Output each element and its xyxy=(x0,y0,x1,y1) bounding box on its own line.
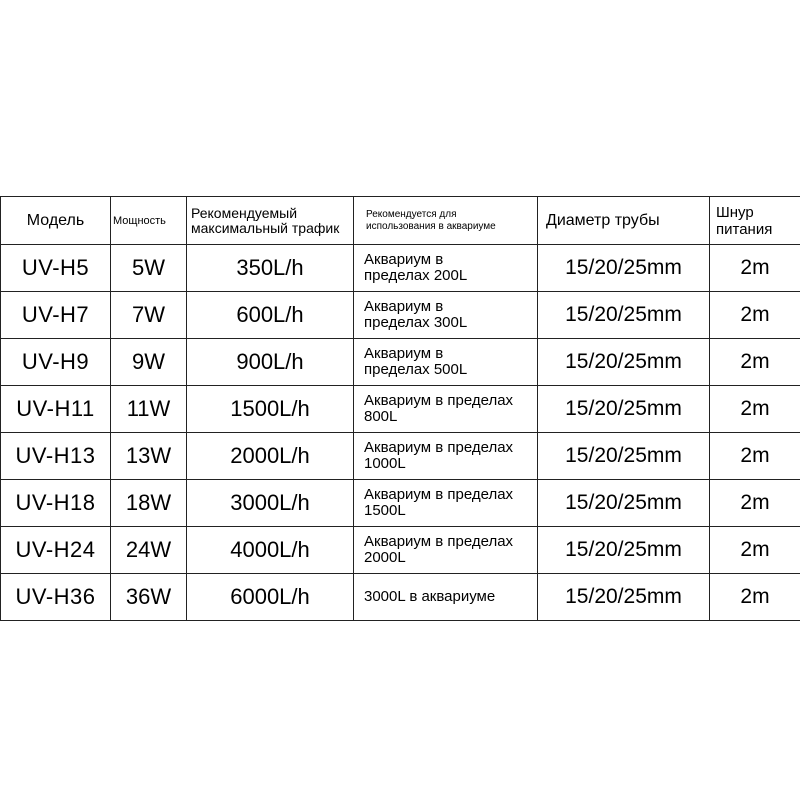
cell-use-line1: 3000L в аквариуме xyxy=(364,588,496,605)
cell-power: 18W xyxy=(111,480,187,527)
cell-use-line1: Аквариум в xyxy=(364,345,444,362)
header-cord-line1: Шнур xyxy=(716,203,754,221)
header-row xyxy=(1,197,800,245)
cell-use xyxy=(354,433,538,480)
cell-cord: 2m xyxy=(710,480,800,527)
cell-model: UV-H13 xyxy=(1,433,111,480)
table-row xyxy=(1,480,800,527)
cell-pipe: 15/20/25mm xyxy=(538,433,710,480)
cell-power: 5W xyxy=(111,245,187,292)
table-row xyxy=(1,386,800,433)
header-cord xyxy=(710,197,800,245)
cell-cord: 2m xyxy=(710,245,800,292)
cell-pipe: 15/20/25mm xyxy=(538,386,710,433)
header-power: Мощность xyxy=(111,197,187,245)
cell-flow: 600L/h xyxy=(187,292,354,339)
cell-cord: 2m xyxy=(710,292,800,339)
cell-model: UV-H7 xyxy=(1,292,111,339)
cell-pipe: 15/20/25mm xyxy=(538,527,710,574)
cell-use xyxy=(354,386,538,433)
cell-pipe: 15/20/25mm xyxy=(538,339,710,386)
cell-pipe: 15/20/25mm xyxy=(538,292,710,339)
cell-model: UV-H24 xyxy=(1,527,111,574)
cell-model: UV-H11 xyxy=(1,386,111,433)
cell-flow: 2000L/h xyxy=(187,433,354,480)
cell-cord: 2m xyxy=(710,574,800,621)
cell-pipe: 15/20/25mm xyxy=(538,480,710,527)
table-row xyxy=(1,574,800,621)
cell-pipe: 15/20/25mm xyxy=(538,574,710,621)
cell-use-line1: Аквариум в пределах xyxy=(364,439,514,456)
spec-table xyxy=(0,196,800,621)
header-pipe: Диаметр трубы xyxy=(538,197,710,245)
cell-use xyxy=(354,480,538,527)
cell-use-line2: пределах 500L xyxy=(364,361,468,378)
table-row xyxy=(1,527,800,574)
cell-power: 36W xyxy=(111,574,187,621)
cell-cord: 2m xyxy=(710,527,800,574)
cell-use-line2: 2000L xyxy=(364,549,406,566)
spec-table-body xyxy=(1,197,800,621)
cell-model: UV-H18 xyxy=(1,480,111,527)
header-use-line2: использования в аквариуме xyxy=(366,220,496,232)
cell-use xyxy=(354,527,538,574)
cell-use-line1: Аквариум в пределах xyxy=(364,486,514,503)
table-row xyxy=(1,245,800,292)
cell-use-line2: 1500L xyxy=(364,502,406,519)
header-flow-line1: Рекомендуемый xyxy=(191,204,298,221)
cell-power: 9W xyxy=(111,339,187,386)
cell-power: 24W xyxy=(111,527,187,574)
header-use-line1: Рекомендуется для xyxy=(366,208,457,220)
cell-use-line1: Аквариум в пределах xyxy=(364,392,514,409)
cell-flow: 3000L/h xyxy=(187,480,354,527)
cell-flow: 900L/h xyxy=(187,339,354,386)
cell-cord: 2m xyxy=(710,386,800,433)
cell-use xyxy=(354,245,538,292)
cell-use-line2: пределах 300L xyxy=(364,314,468,331)
cell-flow: 6000L/h xyxy=(187,574,354,621)
cell-use-line2: 1000L xyxy=(364,455,406,472)
cell-power: 13W xyxy=(111,433,187,480)
cell-model: UV-H36 xyxy=(1,574,111,621)
cell-model: UV-H9 xyxy=(1,339,111,386)
cell-use-line1: Аквариум в xyxy=(364,251,444,268)
table-row xyxy=(1,433,800,480)
cell-use-line1: Аквариум в xyxy=(364,298,444,315)
cell-use-line2: пределах 200L xyxy=(364,267,468,284)
header-flow-line2: максимальный трафик xyxy=(191,219,340,236)
cell-power: 7W xyxy=(111,292,187,339)
cell-model: UV-H5 xyxy=(1,245,111,292)
table-row xyxy=(1,292,800,339)
cell-use xyxy=(354,292,538,339)
table-row xyxy=(1,339,800,386)
cell-cord: 2m xyxy=(710,339,800,386)
header-cord-line2: питания xyxy=(716,220,773,238)
cell-use xyxy=(354,574,538,621)
cell-use xyxy=(354,339,538,386)
header-flow xyxy=(187,197,354,245)
cell-pipe: 15/20/25mm xyxy=(538,245,710,292)
cell-use-line1: Аквариум в пределах xyxy=(364,533,514,550)
cell-flow: 350L/h xyxy=(187,245,354,292)
cell-cord: 2m xyxy=(710,433,800,480)
header-model: Модель xyxy=(1,197,111,245)
header-use xyxy=(354,197,538,245)
cell-power: 11W xyxy=(111,386,187,433)
cell-flow: 4000L/h xyxy=(187,527,354,574)
cell-use-line2: 800L xyxy=(364,408,398,425)
cell-flow: 1500L/h xyxy=(187,386,354,433)
